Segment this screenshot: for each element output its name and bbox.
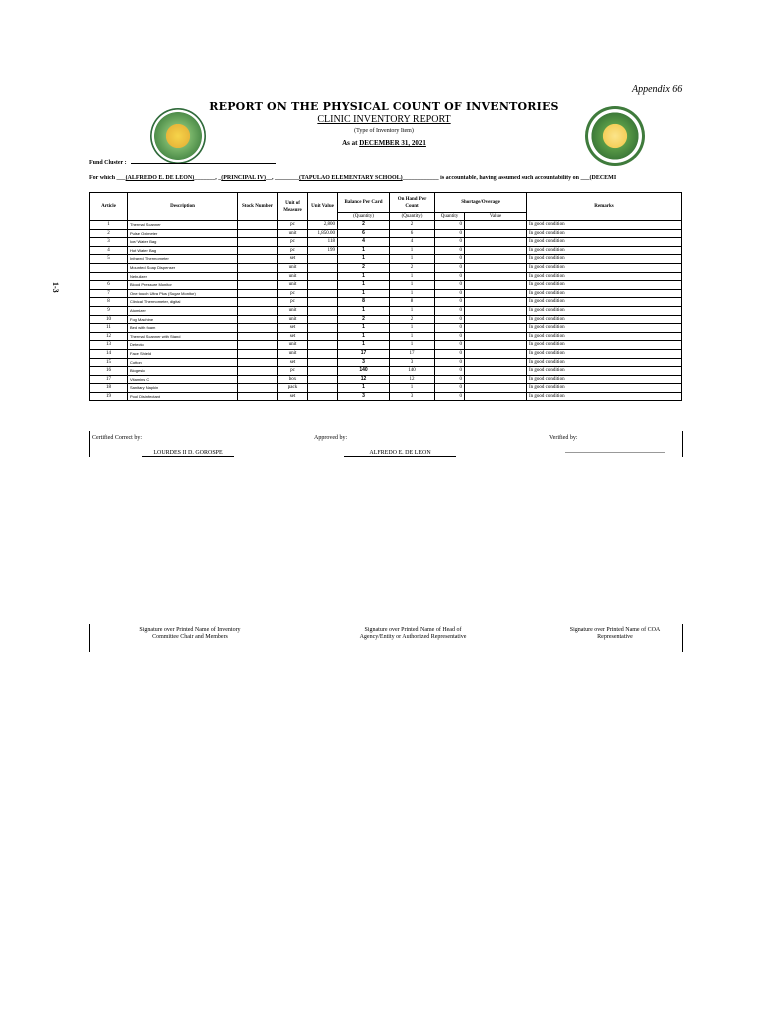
report-subtitle: CLINIC INVENTORY REPORT: [317, 114, 451, 125]
cell-stock: [238, 255, 278, 264]
table-row: [90, 392, 682, 401]
cell-balance: 8: [338, 298, 390, 307]
header-unit-value: Unit Value: [308, 193, 338, 221]
signature-captions: [89, 624, 683, 652]
cell-shortage-qty: 0: [435, 349, 465, 358]
header-balance-qty: (Quantity): [338, 213, 390, 221]
cell-unit-value: [308, 315, 338, 324]
cell-stock: [238, 341, 278, 350]
cell-balance: 17: [338, 349, 390, 358]
cell-unit-value: 118: [308, 238, 338, 247]
cell-description: Bed with foam: [128, 324, 238, 333]
cell-onhand: 17: [390, 349, 435, 358]
cell-description: Clinical Thermometer, digital: [128, 298, 238, 307]
cell-balance: 2: [338, 315, 390, 324]
verified-name-line: [565, 452, 665, 453]
cell-shortage-qty: 0: [435, 272, 465, 281]
cell-stock: [238, 375, 278, 384]
cell-article: 19: [90, 392, 128, 401]
cell-shortage-qty: 0: [435, 332, 465, 341]
cell-shortage-value: [465, 367, 527, 376]
cell-unit: pc: [278, 367, 308, 376]
cell-description: Blood Pressure Monitor: [128, 281, 238, 290]
table-row: [90, 315, 682, 324]
cell-unit-value: 199: [308, 246, 338, 255]
cell-description: Vitamins C: [128, 375, 238, 384]
cell-balance: 4: [338, 238, 390, 247]
cell-article: 5: [90, 255, 128, 264]
cell-description: Mounted Soap Dispenser: [128, 263, 238, 272]
cell-stock: [238, 298, 278, 307]
cell-unit-value: [308, 272, 338, 281]
cell-description: Hot Water Bag: [128, 246, 238, 255]
cell-description: Cotton: [128, 358, 238, 367]
cell-shortage-value: [465, 315, 527, 324]
cell-remarks: In good condition: [527, 263, 682, 272]
cell-unit-value: [308, 358, 338, 367]
cell-shortage-qty: 0: [435, 341, 465, 350]
cell-description: Face Shield: [128, 349, 238, 358]
cell-unit-value: [308, 367, 338, 376]
table-row: [90, 384, 682, 393]
cell-onhand: 1: [390, 281, 435, 290]
cell-balance: 1: [338, 272, 390, 281]
cell-onhand: 2: [390, 263, 435, 272]
type-note: (Type of Inventory Item): [354, 128, 414, 134]
table-row: [90, 349, 682, 358]
cell-article: 4: [90, 246, 128, 255]
cell-remarks: In good condition: [527, 281, 682, 290]
verified-label: Verified by:: [549, 435, 578, 441]
as-at-date: DECEMBER 31, 2021: [359, 139, 426, 147]
cell-shortage-value: [465, 332, 527, 341]
cell-article: 7: [90, 289, 128, 298]
header-description: Description: [128, 193, 238, 221]
cell-onhand: 12: [390, 375, 435, 384]
cell-unit: unit: [278, 272, 308, 281]
caption-head: Signature over Printed Name of Head of Agency/Entity or Authorized Representative: [359, 627, 467, 640]
cell-unit-value: [308, 298, 338, 307]
table-row: [90, 367, 682, 376]
cell-remarks: In good condition: [527, 392, 682, 401]
cell-remarks: In good condition: [527, 367, 682, 376]
table-row: [90, 298, 682, 307]
cell-description: One touch Ultra Plus (Sugar Monitor): [128, 289, 238, 298]
cell-unit-value: 1,850.00: [308, 229, 338, 238]
table-row: [90, 246, 682, 255]
inventory-table: [89, 192, 682, 401]
cell-onhand: 1: [390, 289, 435, 298]
cell-unit: unit: [278, 315, 308, 324]
cell-remarks: In good condition: [527, 358, 682, 367]
cell-remarks: In good condition: [527, 272, 682, 281]
cell-article: 10: [90, 315, 128, 324]
cell-shortage-value: [465, 289, 527, 298]
signature-row: [89, 431, 683, 457]
appendix-label: Appendix 66: [632, 84, 683, 95]
cell-shortage-qty: 0: [435, 289, 465, 298]
cell-shortage-value: [465, 392, 527, 401]
header-balance: Balance Per Card: [338, 193, 390, 213]
cell-unit: pc: [278, 289, 308, 298]
cell-unit-value: [308, 324, 338, 333]
cell-description: Fog Machine: [128, 315, 238, 324]
cell-unit: unit: [278, 281, 308, 290]
header-remarks: Remarks: [527, 193, 682, 221]
table-row: [90, 272, 682, 281]
cell-balance: 12: [338, 375, 390, 384]
cell-article: 15: [90, 358, 128, 367]
fund-cluster-line: [131, 163, 276, 164]
cell-article: 9: [90, 306, 128, 315]
cell-shortage-value: [465, 358, 527, 367]
header-article: Article: [90, 193, 128, 221]
sep3: ____________: [402, 175, 439, 181]
cell-stock: [238, 392, 278, 401]
cell-article: 17: [90, 375, 128, 384]
table-row: [90, 306, 682, 315]
cell-shortage-value: [465, 263, 527, 272]
cell-remarks: In good condition: [527, 306, 682, 315]
cell-unit-value: [308, 332, 338, 341]
cell-shortage-qty: 0: [435, 255, 465, 264]
cell-balance: 1: [338, 332, 390, 341]
cell-onhand: 1: [390, 384, 435, 393]
cell-onhand: 1: [390, 272, 435, 281]
caption-committee: Signature over Printed Name of Inventory Committee Chair and Members: [139, 627, 241, 640]
cell-stock: [238, 358, 278, 367]
certified-label: Certified Correct by:: [92, 435, 142, 441]
cell-unit: pc: [278, 246, 308, 255]
cell-stock: [238, 324, 278, 333]
cell-onhand: 1: [390, 324, 435, 333]
cell-balance: 3: [338, 392, 390, 401]
cell-unit-value: [308, 392, 338, 401]
school-name: (TAPULAO ELEMENTARY SCHOOL): [298, 175, 403, 181]
cell-stock: [238, 306, 278, 315]
cell-shortage-qty: 0: [435, 375, 465, 384]
cell-article: 12: [90, 332, 128, 341]
cell-shortage-qty: 0: [435, 229, 465, 238]
cell-onhand: 2: [390, 221, 435, 230]
cell-article: 11: [90, 324, 128, 333]
cell-balance: 1: [338, 255, 390, 264]
cell-onhand: 1: [390, 255, 435, 264]
cell-balance: 1: [338, 281, 390, 290]
cell-stock: [238, 315, 278, 324]
accountable-position: (PRINCIPAL IV): [221, 175, 266, 181]
sep1: _______, _: [194, 175, 222, 181]
cell-description: Ice/ Water Bag: [128, 238, 238, 247]
cell-description: Sanitary Napkin: [128, 384, 238, 393]
cell-onhand: 2: [390, 315, 435, 324]
fund-cluster: [89, 160, 276, 166]
cell-remarks: In good condition: [527, 289, 682, 298]
cell-stock: [238, 384, 278, 393]
cell-stock: [238, 246, 278, 255]
cell-onhand: 140: [390, 367, 435, 376]
table-row: [90, 375, 682, 384]
cell-remarks: In good condition: [527, 324, 682, 333]
cell-unit: set: [278, 255, 308, 264]
table-row: [90, 341, 682, 350]
cell-remarks: In good condition: [527, 375, 682, 384]
cell-balance: 6: [338, 229, 390, 238]
table-row: [90, 324, 682, 333]
cell-shortage-qty: 0: [435, 315, 465, 324]
cell-shortage-qty: 0: [435, 238, 465, 247]
cell-unit-value: [308, 384, 338, 393]
cell-unit: set: [278, 332, 308, 341]
cell-remarks: In good condition: [527, 384, 682, 393]
cell-unit: pc: [278, 298, 308, 307]
cell-remarks: In good condition: [527, 221, 682, 230]
cell-unit: unit: [278, 341, 308, 350]
cell-balance: 1: [338, 341, 390, 350]
cell-shortage-value: [465, 281, 527, 290]
cell-article: 18: [90, 384, 128, 393]
cell-unit: pc: [278, 238, 308, 247]
cell-shortage-qty: 0: [435, 358, 465, 367]
cell-stock: [238, 289, 278, 298]
table-row: [90, 238, 682, 247]
cell-onhand: 3: [390, 392, 435, 401]
cell-stock: [238, 281, 278, 290]
header-short-qty: Quantity: [435, 213, 465, 221]
cell-remarks: In good condition: [527, 238, 682, 247]
cell-unit: pack: [278, 384, 308, 393]
cell-unit: unit: [278, 229, 308, 238]
cell-balance: 2: [338, 221, 390, 230]
for-which-suffix: is accountable, having assumed such accountability on ___: [440, 175, 590, 181]
cell-stock: [238, 367, 278, 376]
cell-description: Pulse Oximeter: [128, 229, 238, 238]
cell-onhand: 4: [390, 238, 435, 247]
cell-article: 8: [90, 298, 128, 307]
header-unit-measure: Unit of Measure: [278, 193, 308, 221]
cell-unit: unit: [278, 263, 308, 272]
cell-shortage-value: [465, 375, 527, 384]
cell-unit: unit: [278, 306, 308, 315]
cell-onhand: 8: [390, 298, 435, 307]
cell-stock: [238, 229, 278, 238]
cell-article: 14: [90, 349, 128, 358]
cell-stock: [238, 349, 278, 358]
accountable-name: (ALFREDO E. DE LEON): [125, 175, 195, 181]
cell-onhand: 6: [390, 229, 435, 238]
cell-shortage-qty: 0: [435, 246, 465, 255]
cell-unit-value: [308, 289, 338, 298]
cell-article: 13: [90, 341, 128, 350]
inventory-rows: [90, 221, 682, 401]
cell-stock: [238, 332, 278, 341]
cell-shortage-value: [465, 255, 527, 264]
cell-balance: 2: [338, 263, 390, 272]
cell-stock: [238, 272, 278, 281]
approved-name: ALFREDO E. DE LEON: [344, 450, 456, 457]
table-row: [90, 289, 682, 298]
certified-name: LOURDES II D. GOROSPE: [142, 450, 234, 457]
cell-shortage-value: [465, 221, 527, 230]
sep2: __, ________: [265, 175, 299, 181]
cell-description: Thermal Scanner with Stand: [128, 332, 238, 341]
cell-remarks: In good condition: [527, 315, 682, 324]
cell-unit-value: [308, 306, 338, 315]
cell-shortage-qty: 0: [435, 384, 465, 393]
approved-label: Approved by:: [314, 435, 348, 441]
cell-remarks: In good condition: [527, 332, 682, 341]
cell-shortage-value: [465, 272, 527, 281]
cell-unit-value: [308, 349, 338, 358]
cell-unit: set: [278, 392, 308, 401]
cell-shortage-value: [465, 384, 527, 393]
cell-article: [90, 263, 128, 272]
cell-unit-value: [308, 255, 338, 264]
cell-unit-value: [308, 281, 338, 290]
as-at-line: [0, 139, 768, 147]
accountability-date: (DECEMI: [589, 175, 617, 181]
cell-unit: pc: [278, 221, 308, 230]
cell-article: 3: [90, 238, 128, 247]
for-which-prefix: For which ___: [89, 175, 126, 181]
cell-shortage-qty: 0: [435, 281, 465, 290]
cell-shortage-qty: 0: [435, 367, 465, 376]
cell-shortage-value: [465, 349, 527, 358]
cell-balance: 1: [338, 306, 390, 315]
cell-stock: [238, 263, 278, 272]
cell-remarks: In good condition: [527, 246, 682, 255]
cell-balance: 1: [338, 324, 390, 333]
cell-balance: 1: [338, 246, 390, 255]
header-onhand-qty: (Quantity): [390, 213, 435, 221]
cell-remarks: In good condition: [527, 298, 682, 307]
cell-onhand: 1: [390, 306, 435, 315]
cell-remarks: In good condition: [527, 255, 682, 264]
cell-article: 1: [90, 221, 128, 230]
cell-description: Detecto: [128, 341, 238, 350]
table-row: [90, 358, 682, 367]
cell-shortage-qty: 0: [435, 298, 465, 307]
cell-description: Atomizer: [128, 306, 238, 315]
side-page-number: 1-3: [51, 282, 60, 293]
header-stock: Stock Number: [238, 193, 278, 221]
cell-onhand: 1: [390, 246, 435, 255]
cell-article: 2: [90, 229, 128, 238]
cell-shortage-value: [465, 229, 527, 238]
table-row: [90, 281, 682, 290]
cell-remarks: In good condition: [527, 349, 682, 358]
cell-unit: set: [278, 358, 308, 367]
cell-description: Nebulizer: [128, 272, 238, 281]
cell-remarks: In good condition: [527, 229, 682, 238]
cell-shortage-value: [465, 246, 527, 255]
cell-shortage-value: [465, 238, 527, 247]
cell-article: 6: [90, 281, 128, 290]
cell-stock: [238, 238, 278, 247]
table-row: [90, 255, 682, 264]
cell-shortage-value: [465, 324, 527, 333]
cell-unit-value: [308, 341, 338, 350]
cell-shortage-qty: 0: [435, 221, 465, 230]
cell-unit: box: [278, 375, 308, 384]
cell-shortage-qty: 0: [435, 306, 465, 315]
table-row: [90, 221, 682, 230]
cell-description: Pool Disinfectant: [128, 392, 238, 401]
cell-shortage-value: [465, 306, 527, 315]
cell-article: 16: [90, 367, 128, 376]
cell-unit: unit: [278, 349, 308, 358]
cell-unit-value: [308, 263, 338, 272]
caption-coa: Signature over Printed Name of COA Representative: [569, 627, 661, 640]
cell-shortage-qty: 0: [435, 324, 465, 333]
cell-onhand: 1: [390, 332, 435, 341]
table-row: [90, 229, 682, 238]
cell-description: Thermal Scanner: [128, 221, 238, 230]
cell-onhand: 3: [390, 358, 435, 367]
cell-balance: 3: [338, 358, 390, 367]
fund-cluster-label: Fund Cluster :: [89, 160, 127, 166]
table-row: [90, 263, 682, 272]
header-shortage: Shortage/Overage: [435, 193, 527, 213]
accountability-line: [89, 175, 681, 181]
report-title: REPORT ON THE PHYSICAL COUNT OF INVENTORIES: [209, 100, 559, 113]
as-at-label: As at: [342, 139, 358, 147]
cell-description: Infrared Thermometer: [128, 255, 238, 264]
cell-shortage-value: [465, 298, 527, 307]
cell-unit-value: 2,800: [308, 221, 338, 230]
cell-shortage-value: [465, 341, 527, 350]
table-row: [90, 332, 682, 341]
cell-balance: 1: [338, 289, 390, 298]
cell-description: Biogesic: [128, 367, 238, 376]
header-short-value: Value: [465, 213, 527, 221]
cell-stock: [238, 221, 278, 230]
cell-shortage-qty: 0: [435, 392, 465, 401]
cell-unit-value: [308, 375, 338, 384]
cell-balance: 140: [338, 367, 390, 376]
cell-balance: 1: [338, 384, 390, 393]
cell-onhand: 1: [390, 341, 435, 350]
cell-article: [90, 272, 128, 281]
cell-unit: set: [278, 324, 308, 333]
cell-remarks: In good condition: [527, 341, 682, 350]
cell-shortage-qty: 0: [435, 263, 465, 272]
header-onhand: On Hand Per Count: [390, 193, 435, 213]
